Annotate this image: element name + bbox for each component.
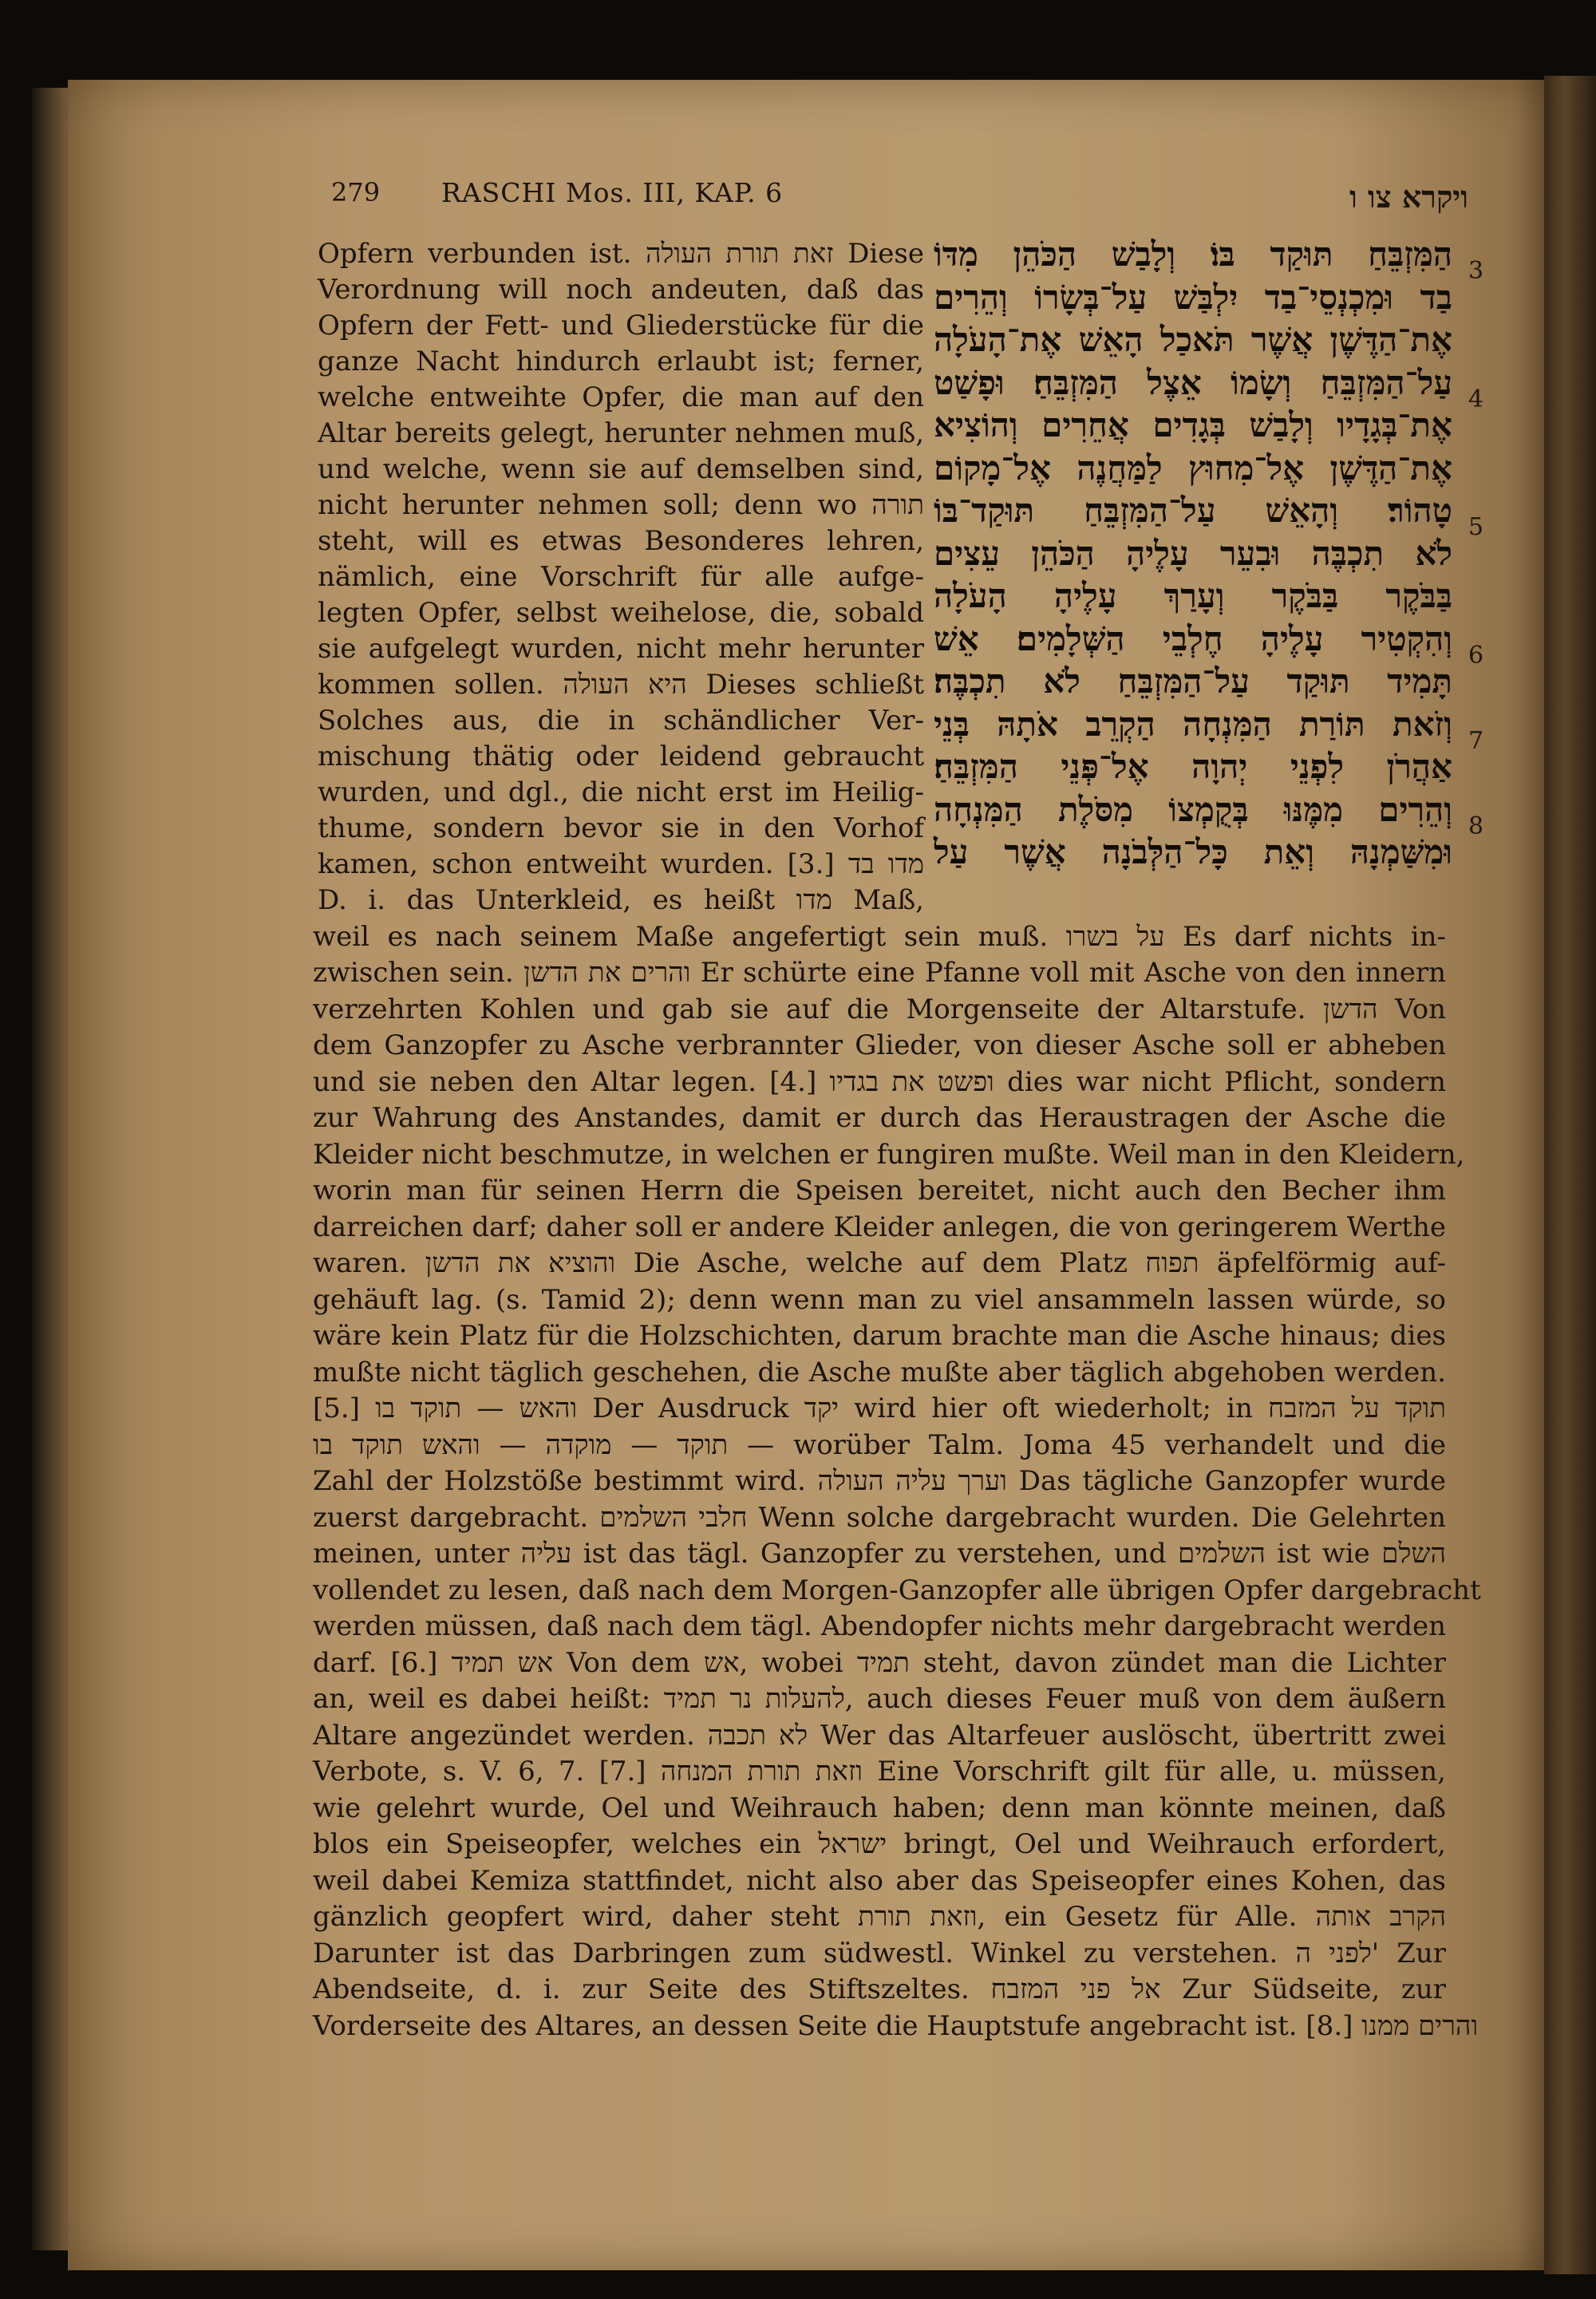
commentary-line: תוקד — מוקדה — והאש תוקד בו — worüber Talm. Joma 45 verhandelt und die — [313, 1429, 1446, 1461]
commentary-line: wie gelehrt wurde, Oel und Weihrauch haben; denn man könnte meinen, daß — [313, 1792, 1446, 1824]
commentary-line: zwischen sein. והרים את הדשן Er schürte eine Pfanne voll mit Asche von den innern — [313, 957, 1446, 989]
hebrew-bible-text — [934, 233, 1452, 874]
hebrew-line: עַל־הַמִּזְבֵּחַ וְשָׂמוֹ אֵצֶל הַמִּזְבֵּחַ׃ וּפָשַׁט — [934, 362, 1452, 402]
commentary-line: Abendseite, d. i. zur Seite des Stiftszeltes. אל פני המזבח Zur Südseite, zur — [313, 1973, 1446, 2005]
page-number: 279 — [331, 177, 381, 207]
verse-number: 8 — [1468, 812, 1484, 840]
commentary-line: Solches aus, die in schändlicher Ver- — [318, 705, 924, 737]
commentary-line: gänzlich geopfert wird, daher steht וזאת תורת, ein Gesetz für Alle. הקרב אותה — [313, 1901, 1447, 1933]
commentary-line: zuerst dargebracht. חלבי השלמים Wenn solche dargebracht wurden. Die Gelehrten — [313, 1502, 1447, 1534]
commentary-line: weil es nach seinem Maße angefertigt sein muß. על בשרו Es darf nichts in- — [313, 921, 1447, 953]
hebrew-running-title: ויקרא צו ו — [1349, 179, 1468, 215]
commentary-line: Darunter ist das Darbringen zum südwestl. Winkel zu verstehen. לפני ה' Zur — [313, 1938, 1447, 1969]
commentary-line: steht, will es etwas Besonderes lehren, — [318, 525, 924, 557]
commentary-line: D. i. das Unterkleid, es heißt מדו Maß, — [318, 884, 924, 916]
commentary-line: Opfern verbunden ist. זאת תורת העולה Diese — [318, 238, 925, 270]
commentary-line: Verordnung will noch andeuten, daß das — [318, 274, 924, 306]
commentary-line: Opfern der Fett- und Gliederstücke für die — [318, 310, 924, 342]
commentary-line: und welche, wenn sie auf demselben sind, — [318, 453, 924, 485]
commentary-line: dem Ganzopfer zu Asche verbrannter Glieder, von dieser Asche soll er abheben — [313, 1029, 1446, 1061]
commentary-line: und sie neben den Altar legen. [4.] ופשט את בגדיו dies war nicht Pflicht, sondern — [313, 1066, 1447, 1098]
running-title: RASCHI Mos. III, KAP. 6 — [441, 177, 784, 208]
commentary-line: mischung thätig oder leidend gebraucht — [318, 741, 924, 772]
commentary-line: legten Opfer, selbst weihelose, die, sobald — [318, 597, 924, 629]
commentary-line: Altar bereits gelegt, herunter nehmen muß, — [318, 417, 924, 449]
commentary-line: worin man für seinen Herrn die Speisen bereitet, nicht auch den Becher ihm — [313, 1175, 1446, 1207]
commentary-line: werden müssen, daß nach dem tägl. Abendopfer nichts mehr dargebracht werden — [313, 1610, 1446, 1642]
commentary-line: zur Wahrung des Anstandes, damit er durch das Heraustragen der Asche die — [313, 1102, 1446, 1134]
commentary-line: mußte nicht täglich geschehen, die Asche mußte aber täglich abgehoben werden. — [313, 1357, 1446, 1388]
commentary-line: weil dabei Kemiza stattfindet, nicht also aber das Speiseopfer eines Kohen, das — [313, 1865, 1446, 1897]
commentary-line: [5.] והאש — תוקד בו Der Ausdruck יקד wird hier oft wiederholt; in תוקד על המזבח — [313, 1392, 1446, 1424]
commentary-line: Vorderseite des Altares, an dessen Seite die Hauptstufe angebracht ist. [8.] והרים ממנו — [313, 2010, 1479, 2042]
hebrew-line: אַהֲרֹן לִפְנֵי יְהוָה אֶל־פְּנֵי הַמִּזְבֵּחַ׃ — [934, 747, 1452, 786]
commentary-line: gehäuft lag. (s. Tamid 2); denn wenn man zu viel ansammeln lassen würde, so — [313, 1284, 1446, 1316]
hebrew-line: תָּמִיד תּוּקַד עַל־הַמִּזְבֵּחַ לֹא תִכְבֶּה׃ — [934, 662, 1452, 701]
commentary-line: an, weil es dabei heißt: להעלות נר תמיד, auch dieses Feuer muß von dem äußern — [313, 1683, 1447, 1715]
commentary-line: welche entweihte Opfer, die man auf den — [318, 381, 924, 413]
hebrew-line: וּמִשַּׁמְנָהּ וְאֵת כָּל־הַלְּבֹנָה אֲשֶׁר עַל — [934, 832, 1452, 871]
commentary-line: Zahl der Holzstöße bestimmt wird. וערך עליה העולה Das tägliche Ganzopfer wurde — [313, 1465, 1446, 1497]
hebrew-line: אֶת־בְּגָדָיו וְלָבַשׁ בְּגָדִים אֲחֵרִים וְהוֹצִיא — [934, 405, 1452, 444]
commentary-line: meinen, unter עליה ist das tägl. Ganzopfer zu verstehen, und השלמים ist wie השלם — [313, 1538, 1446, 1570]
book-spine — [1544, 76, 1596, 2274]
verse-number: 5 — [1468, 513, 1484, 541]
hebrew-line: הַמִּזְבֵּחַ תּוּקַד בּוֹ׃ וְלָבַשׁ הַכֹּהֵן מִדּוֹ — [934, 235, 1452, 274]
commentary-line: darreichen darf; daher soll er andere Kleider anlegen, die von geringerem Werthe — [313, 1211, 1446, 1243]
commentary-line: Altare angezündet werden. לא תכבה Wer das Altarfeuer auslöscht, übertritt zwei — [313, 1720, 1446, 1752]
verse-number: 3 — [1468, 257, 1484, 285]
verse-number: 4 — [1468, 385, 1484, 413]
hebrew-line: לֹא תִכְבֶּה וּבִעֵר עָלֶיהָ הַכֹּהֵן עֵצִים — [934, 533, 1452, 573]
verse-number: 7 — [1468, 727, 1484, 755]
commentary-line: wäre kein Platz für die Holzschichten, darum brachte man die Asche hinaus; dies — [313, 1320, 1446, 1352]
commentary-line: vollendet zu lesen, daß nach dem Morgen-Ganzopfer alle übrigen Opfer dargebracht — [313, 1574, 1481, 1606]
commentary-line: kommen sollen. היא העולה Dieses schließt — [318, 669, 924, 701]
hebrew-line: אֶת־הַדֶּשֶׁן אֲשֶׁר תֹּאכַל הָאֵשׁ אֶת־הָעֹלָה — [934, 320, 1452, 359]
commentary-line: blos ein Speiseopfer, welches ein ישראל bringt, Oel und Weihrauch erfordert, — [313, 1828, 1446, 1860]
running-head — [331, 177, 1468, 225]
commentary-line: sie aufgelegt wurden, nicht mehr herunter — [318, 633, 924, 665]
commentary-line: waren. והוציא את הדשן Die Asche, welche auf dem Platz תפוח äpfelförmig auf- — [313, 1247, 1446, 1279]
verse-number: 6 — [1468, 642, 1484, 670]
hebrew-line: וְזֹאת תּוֹרַת הַמִּנְחָה הַקְרֵב אֹתָהּ בְּנֵי — [934, 704, 1452, 744]
commentary-line: Kleider nicht beschmutze, in welchen er fungiren mußte. Weil man in den Kleidern, — [313, 1139, 1465, 1171]
commentary-line: kamen, schon entweiht wurden. [3.] מדו בד — [318, 848, 924, 880]
hebrew-line: וְהִקְטִיר עָלֶיהָ חֶלְבֵי הַשְּׁלָמִים׃ אֵשׁ — [934, 618, 1452, 658]
hebrew-line: אֶת־הַדֶּשֶׁן אֶל־מִחוּץ לַמַּחֲנֶה אֶל־מָקוֹם — [934, 448, 1452, 488]
commentary-line: wurden, und dgl., die nicht erst im Heilig- — [318, 776, 924, 808]
commentary-line: nicht herunter nehmen soll; denn wo תורה — [318, 489, 924, 521]
commentary-line: darf. [6.] אש תמיד Von dem אש, wobei תמיד steht, davon zündet man die Lichter — [313, 1647, 1446, 1679]
commentary-line: nämlich, eine Vorschrift für alle aufge- — [318, 561, 924, 593]
commentary-line: verzehrten Kohlen und gab sie auf die Morgenseite der Altarstufe. הדשן Von — [313, 993, 1446, 1025]
hebrew-line: בַּבֹּקֶר בַּבֹּקֶר וְעָרַךְ עָלֶיהָ הָעֹלָה — [934, 576, 1452, 615]
commentary-line: Verbote, s. V. 6, 7. [7.] וזאת תורת המנחה Eine Vorschrift gilt für alle, u. müssen, — [313, 1756, 1446, 1787]
hebrew-line: בַד וּמִכְנְסֵי־בַד יִלְבַּשׁ עַל־בְּשָׂרוֹ וְהֵרִים — [934, 277, 1452, 317]
hebrew-line: וְהֵרִים מִמֶּנּוּ בְּקֻמְצוֹ מִסֹּלֶת הַמִּנְחָה — [934, 789, 1452, 829]
commentary-line: thume, sondern bevor sie in den Vorhof — [318, 812, 924, 844]
commentary-line: ganze Nacht hindurch erlaubt ist; ferner, — [318, 346, 924, 377]
hebrew-line: טָהוֹר׃ וְהָאֵשׁ עַל־הַמִּזְבֵּחַ תּוּקַד־בּוֹ — [934, 491, 1452, 530]
